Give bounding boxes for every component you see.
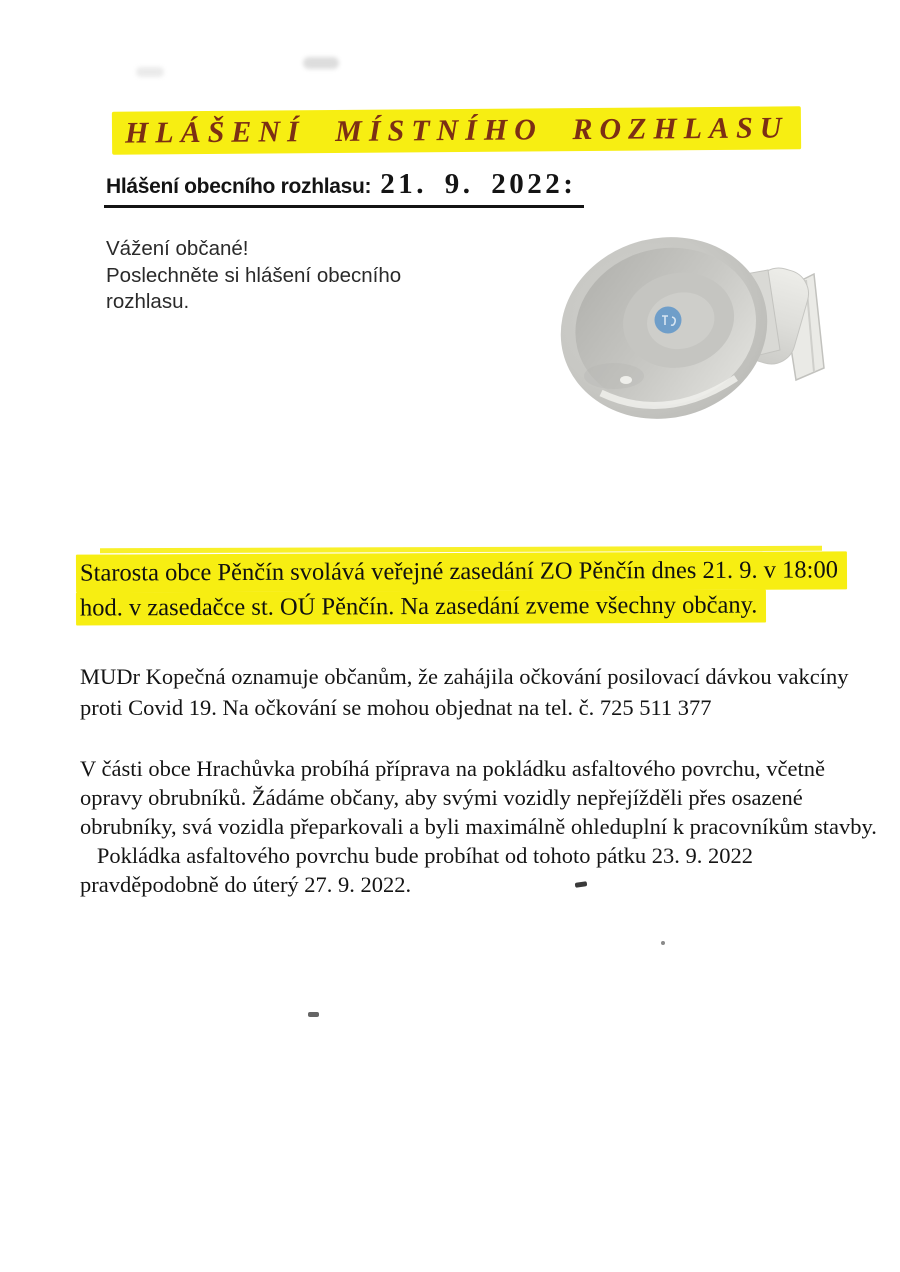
speaker-center-cap [655, 307, 682, 334]
scan-speck [308, 1012, 319, 1017]
roadworks-paragraph [80, 754, 877, 899]
title-highlight-bar [112, 106, 802, 154]
scan-smudge [136, 67, 164, 77]
paragraph-line: opravy obrubníků. Žádáme občany, aby svými vozidly nepřejížděli přes osazené [80, 785, 803, 810]
paragraph-line: V části obce Hrachůvka probíhá příprava na pokládku asfaltového povrchu, včetně [80, 756, 825, 781]
paragraph-line: pravděpodobně do úterý 27. 9. 2022. [80, 872, 412, 897]
paragraph-line: Pokládka asfaltového povrchu bude probíhat od tohoto pátku 23. 9. 2022 [80, 843, 754, 868]
intro-line: Vážení občané! [106, 237, 249, 260]
intro-line: Poslechněte si hlášení obecního [106, 263, 402, 287]
scan-smudge [303, 57, 339, 69]
paragraph-line: MUDr Kopečná oznamuje občanům, že zahájila očkování posilovací dávkou vakcíny [80, 664, 849, 689]
subheading-label: Hlášení obecního rozhlasu: [106, 175, 372, 198]
scan-speck [661, 941, 665, 945]
subheading-date: 21. 9. 2022: [380, 168, 577, 200]
horn-loudspeaker-image [556, 228, 828, 426]
paragraph-line: proti Covid 19. Na očkování se mohou objednat na tel. č. 725 511 377 [80, 695, 712, 720]
intro-text [106, 236, 401, 316]
page-title: HLÁŠENÍ MÍSTNÍHO ROZHLASU [124, 110, 789, 150]
subheading [104, 168, 584, 208]
meeting-notice-line: hod. v zasedačce st. OÚ Pěnčín. Na zasedání zveme všechny občany. [76, 589, 766, 625]
vaccination-paragraph [80, 661, 848, 723]
intro-line: rozhlasu. [106, 290, 190, 313]
meeting-notice-line: Starosta obce Pěnčín svolává veřejné zasedání ZO Pěnčín dnes 21. 9. v 18:00 [76, 551, 847, 592]
paragraph-line: obrubníky, svá vozidla přeparkovali a byli maximálně ohleduplní k pracovníkům stavby. [80, 814, 877, 839]
